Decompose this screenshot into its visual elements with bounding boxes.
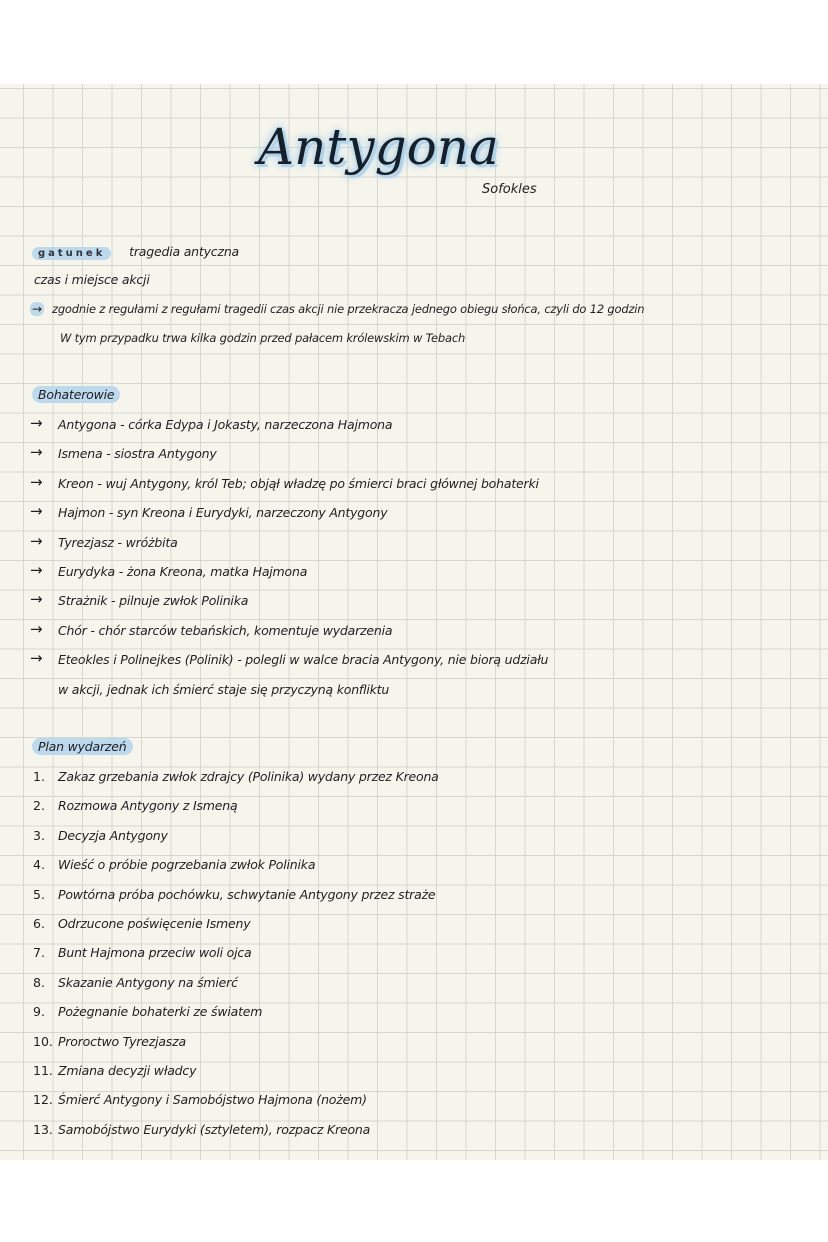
hero-item: Tyrezjasz - wróżbita [58, 534, 178, 550]
page-title: Antygona [258, 118, 499, 176]
plan-item-number: 7. [33, 945, 45, 961]
arrow-icon: → [30, 531, 43, 550]
plan-item-number: 10. [33, 1033, 53, 1049]
plan-item: Decyzja Antygony [58, 827, 168, 843]
plan-item: Śmierć Antygony i Samobójstwo Hajmona (nożem) [58, 1092, 367, 1108]
plan-item-number: 4. [33, 857, 45, 873]
arrow-icon: → [30, 414, 43, 432]
time-place-heading: czas i miejsce akcji [34, 272, 150, 287]
plan-item: Pożegnanie bohaterki ze światem [58, 1004, 263, 1020]
plan-item: Skazanie Antygony na śmierć [58, 974, 238, 990]
plan-item-number: 12. [33, 1092, 53, 1108]
arrow-icon: → [30, 619, 43, 638]
plan-item: Wieść o próbie pogrzebania zwłok Polinika [58, 857, 316, 873]
heroes-heading: Bohaterowie [32, 387, 120, 402]
time-place-line: zgodnie z regułami z regułami tragedii czas akcji nie przekracza jednego obiegu słońca, czyli do 12 godzin [52, 302, 645, 316]
plan-item: Zakaz grzebania zwłok zdrajcy (Polinika) wydany przez Kreona [58, 769, 439, 784]
hero-item: Kreon - wuj Antygony, król Teb; objął władzę po śmierci braci głównej bohaterki [58, 475, 539, 491]
arrow-icon: → [30, 590, 43, 609]
plan-item-number: 2. [33, 798, 45, 814]
arrow-icon: → [30, 502, 43, 521]
arrow-icon: → [30, 443, 43, 462]
time-place-line: W tym przypadku trwa kilka godzin przed pałacem królewskim w Tebach [60, 331, 466, 345]
plan-item-number: 8. [33, 974, 45, 990]
plan-item-number: 6. [33, 916, 45, 931]
hero-item: Ismena - siostra Antygony [58, 446, 217, 462]
plan-item: Bunt Hajmona przeciw woli ojca [58, 945, 252, 961]
hero-item: Strażnik - pilnuje zwłok Polinika [58, 593, 249, 609]
plan-item-number: 3. [33, 827, 45, 843]
arrow-icon: → [30, 561, 43, 579]
hero-item: Antygona - córka Edypa i Jokasty, narzeczona Hajmona [58, 417, 393, 432]
genre-value: tragedia antyczna [129, 244, 240, 259]
hero-item: Chór - chór starców tebańskich, komentuje wydarzenia [58, 622, 393, 638]
plan-item: Odrzucone poświęcenie Ismeny [58, 916, 251, 931]
plan-item: Rozmowa Antygony z Ismeną [58, 798, 238, 814]
plan-item: Powtórna próba pochówku, schwytanie Antygony przez straże [58, 886, 436, 902]
hero-item: Eteokles i Polinejkes (Polinik) - polegli w walce bracia Antygony, nie biorą udziału [58, 652, 549, 668]
plan-item-number: 9. [33, 1004, 45, 1020]
arrow-icon: → [32, 302, 43, 316]
genre-line [32, 244, 239, 259]
hero-item: Hajmon - syn Kreona i Eurydyki, narzeczony Antygony [58, 505, 388, 521]
plan-item-number: 1. [33, 769, 45, 784]
arrow-icon: → [30, 649, 43, 668]
plan-item: Proroctwo Tyrezjasza [58, 1033, 186, 1049]
genre-label: gatunek [32, 247, 111, 260]
arrow-icon: → [30, 472, 43, 491]
author: Sofokles [482, 182, 537, 197]
plan-item-number: 5. [33, 886, 45, 902]
plan-item-number: 13. [33, 1121, 53, 1137]
hero-item: Eurydyka - żona Kreona, matka Hajmona [58, 564, 308, 579]
plan-item-number: 11. [33, 1063, 53, 1078]
plan-heading: Plan wydarzeń [32, 739, 133, 754]
plan-item: Samobójstwo Eurydyki (sztyletem), rozpacz Kreona [58, 1121, 371, 1137]
plan-item: Zmiana decyzji władcy [58, 1063, 197, 1078]
hero-item-continuation: w akcji, jednak ich śmierć staje się przyczyną konfliktu [58, 682, 390, 697]
